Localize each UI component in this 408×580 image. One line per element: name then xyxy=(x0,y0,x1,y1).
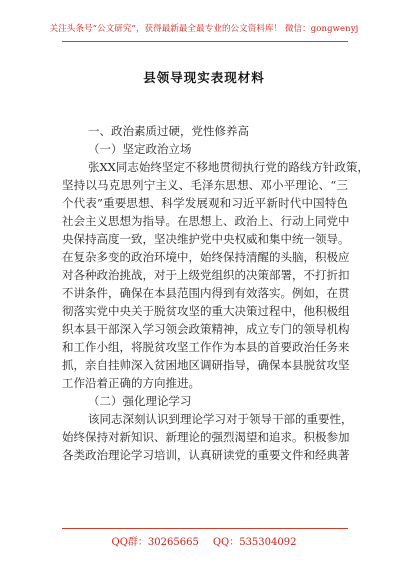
paragraph-line: 该同志深刻认识到理论学习对于领导干部的重要性， xyxy=(88,412,353,426)
paragraph-line: 和工作小组，将脱贫攻坚工作作为本县的首要政治任务来 xyxy=(62,340,350,354)
footer-qq-group: QQ群：30265665 xyxy=(111,537,199,548)
header-divider xyxy=(62,41,348,42)
paragraph-line: 张XX同志始终坚定不移地贯彻执行党的路线方针政策， xyxy=(88,160,369,174)
section-heading: 一、政治素质过硬，党性修养高 xyxy=(88,124,249,138)
paragraph-line: 抓，亲自挂帅深入贫困地区调研指导，确保本县脱贫攻坚 xyxy=(62,358,350,372)
footer-divider xyxy=(62,528,348,529)
paragraph-line: 央保持高度一致，坚决维护党中央权威和集中统一领导。 xyxy=(62,232,350,246)
paragraph-line: 对各种政治挑战，对于上级党组织的决策部署，不打折扣 xyxy=(62,268,350,282)
paragraph-line: 始终保持对新知识、新理论的强烈渴望和追求。积极参加 xyxy=(62,430,350,444)
paragraph-line: 彻落实党中央关于脱贫攻坚的重大决策过程中，他积极组 xyxy=(62,304,350,318)
footer-qq-number: QQ：535304092 xyxy=(212,537,297,548)
paragraph-line: 在复杂多变的政治环境中，始终保持清醒的头脑，积极应 xyxy=(62,250,350,264)
document-title: 县领导现实表现材料 xyxy=(143,70,265,85)
subsection-heading: （一）坚定政治立场 xyxy=(88,142,192,156)
paragraph-line: 织本县干部深入学习领会政策精神，成立专门的领导机构 xyxy=(62,322,350,336)
header-banner: 关注头条号“公文研究”，获得最新最全最专业的公文资料库！ 微信：gongwenyj xyxy=(49,24,359,34)
paragraph-line: 坚持以马克思列宁主义、毛泽东思想、邓小平理论、“三 xyxy=(62,178,348,192)
paragraph-line: 不讲条件，确保在本县范围内得到有效落实。例如，在贯 xyxy=(62,286,350,300)
footer-contact xyxy=(0,533,408,548)
paragraph-line: 工作沿着正确的方向推进。 xyxy=(62,376,200,390)
paragraph-line: 个代表”重要思想、科学发展观和习近平新时代中国特色 xyxy=(62,196,348,210)
paragraph-line: 各类政治理论学习培训，认真研读党的重要文件和经典著 xyxy=(62,448,350,462)
paragraph-line: 社会主义思想为指导。在思想上、政治上、行动上同党中 xyxy=(62,214,350,228)
subsection-heading: （二）强化理论学习 xyxy=(88,394,192,408)
